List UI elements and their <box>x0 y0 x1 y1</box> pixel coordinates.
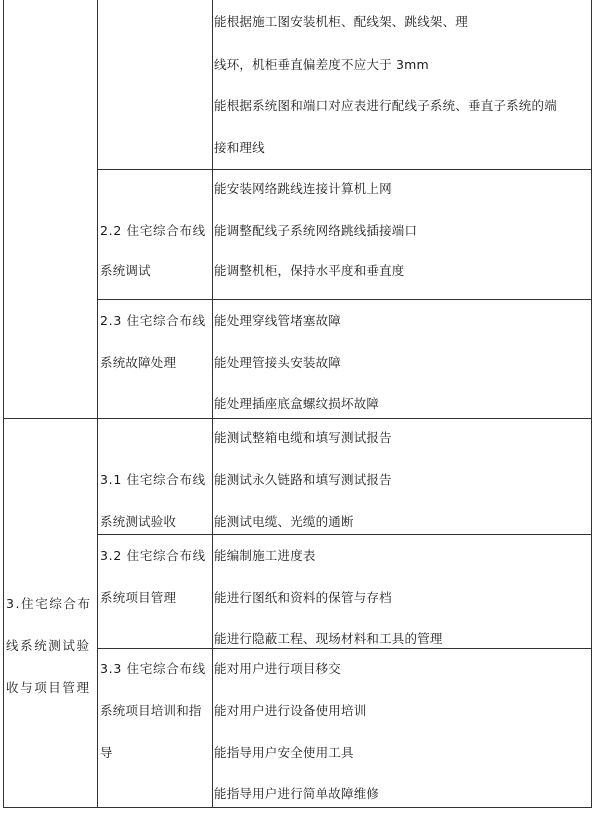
requirement-text: 接和理线 <box>214 140 265 155</box>
requirement-text: 能根据施工图安装机柜、配线架、跳线架、理 <box>214 14 469 29</box>
subsection-label: 3.1 住宅综合布线 <box>100 472 206 487</box>
requirement-text: 能编制施工进度表 <box>214 548 316 563</box>
subsection-label: 2.3 住宅综合布线 <box>100 313 206 328</box>
requirement-text: 能进行隐蔽工程、现场材料和工具的管理 <box>214 631 443 646</box>
requirement-text: 能测试整箱电缆和填写测试报告 <box>214 430 392 445</box>
section-label: 线系统测试验 <box>6 638 91 653</box>
column-divider-2 <box>212 0 213 808</box>
subsection-label: 系统项目培训和指 <box>100 703 202 718</box>
requirement-text: 能调整配线子系统网络跳线插接端口 <box>214 223 418 238</box>
row-divider-3 <box>3 418 592 419</box>
requirement-text: 能指导用户安全使用工具 <box>214 745 354 760</box>
subsection-label: 2.2 住宅综合布线 <box>100 223 206 238</box>
table-border-right <box>591 0 592 808</box>
requirement-text: 能调整机柜，保持水平度和垂直度 <box>214 263 405 278</box>
subsection-label: 导 <box>100 745 113 760</box>
subsection-label: 系统故障处理 <box>100 355 177 370</box>
requirement-text: 能测试电缆、光缆的通断 <box>214 514 354 529</box>
table-border-bottom <box>3 807 592 808</box>
subsection-label: 3.2 住宅综合布线 <box>100 548 206 563</box>
requirement-text: 能处理管接头安装故障 <box>214 355 342 370</box>
requirement-text: 能对用户进行项目移交 <box>214 661 342 676</box>
subsection-label: 3.3 住宅综合布线 <box>100 661 206 676</box>
row-divider-1 <box>97 169 592 170</box>
requirement-text: 能根据系统图和端口对应表进行配线子系统、垂直子系统的端 <box>214 98 557 113</box>
section-label: 3.住宅综合布 <box>6 596 92 611</box>
subsection-label: 系统测试验收 <box>100 514 177 529</box>
table-border-left <box>3 0 4 808</box>
column-divider-1 <box>97 0 98 808</box>
row-divider-2 <box>97 299 592 300</box>
row-divider-4 <box>97 534 592 535</box>
subsection-label: 系统项目管理 <box>100 590 177 605</box>
requirement-text: 能安装网络跳线连接计算机上网 <box>214 181 392 196</box>
section-label: 收与项目管理 <box>6 680 91 695</box>
requirement-text: 能指导用户进行简单故障维修 <box>214 786 380 801</box>
requirement-text: 线环，机柜垂直偏差度不应大于 3mm <box>214 57 429 72</box>
requirement-text: 能对用户进行设备使用培训 <box>214 703 367 718</box>
requirement-text: 能处理穿线管堵塞故障 <box>214 313 342 328</box>
requirement-text: 能测试永久链路和填写测试报告 <box>214 472 392 487</box>
subsection-label: 系统调试 <box>100 263 151 278</box>
requirement-text: 能处理插座底盒螺纹损坏故障 <box>214 396 380 411</box>
row-divider-5 <box>97 648 592 649</box>
requirement-text: 能进行图纸和资料的保管与存档 <box>214 590 392 605</box>
